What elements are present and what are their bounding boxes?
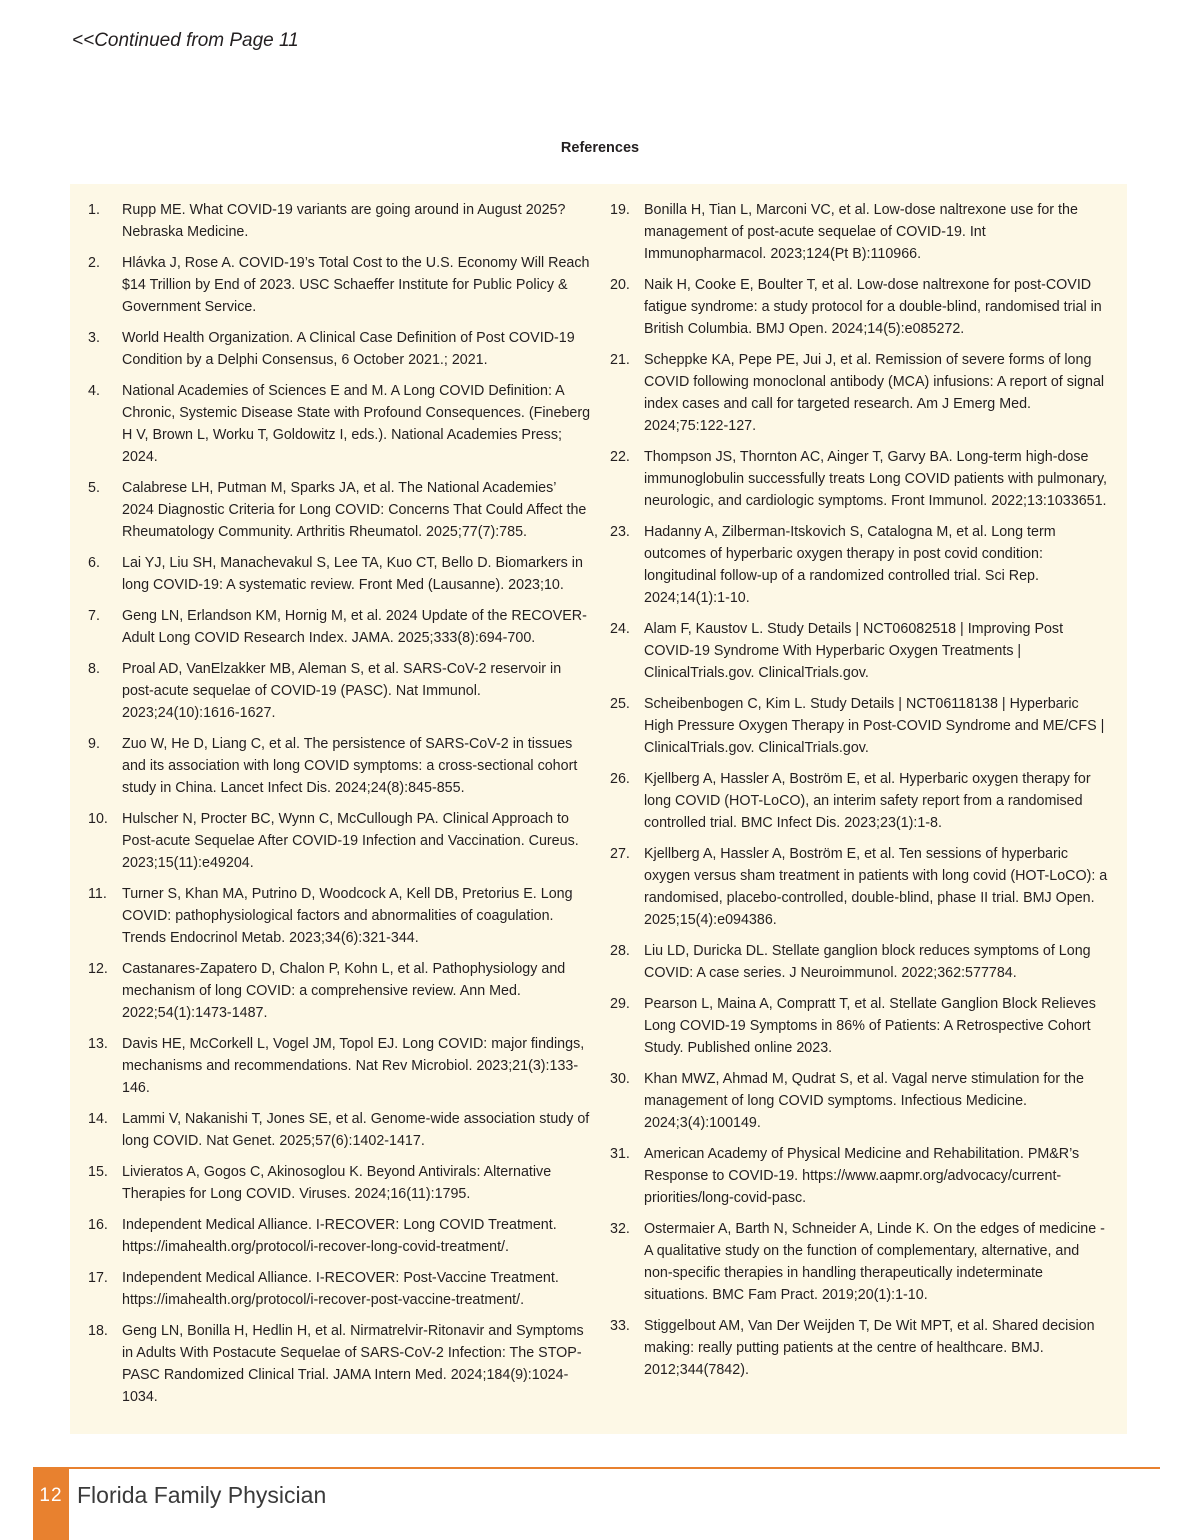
reference-number: 4. (88, 383, 100, 399)
references-left-column (88, 199, 591, 1417)
reference-number: 7. (88, 608, 100, 624)
references-box (70, 184, 1127, 1434)
reference-item (88, 883, 591, 949)
reference-text: Proal AD, VanElzakker MB, Aleman S, et al. SARS-CoV-2 reservoir in post-acute sequelae of COVID-19 (PASC). Nat Immunol. 2023;24(10):1616-1627. (122, 661, 562, 721)
reference-number: 23. (610, 524, 630, 540)
reference-number: 3. (88, 330, 100, 346)
reference-item (88, 1033, 591, 1099)
reference-item (88, 380, 591, 468)
reference-text: Geng LN, Erlandson KM, Hornig M, et al. 2024 Update of the RECOVER-Adult Long COVID Research Index. JAMA. 2025;333(8):694-700. (122, 608, 587, 646)
reference-text: Lammi V, Nakanishi T, Jones SE, et al. Genome-wide association study of long COVID. Nat Genet. 2025;57(6):1402-1417. (122, 1111, 590, 1149)
reference-number: 11. (88, 886, 107, 902)
reference-number: 24. (610, 621, 630, 637)
reference-text: Pearson L, Maina A, Compratt T, et al. Stellate Ganglion Block Relieves Long COVID-19 Symptoms in 86% of Patients: A Retrospective Cohort Study. Published online 2023. (644, 996, 1096, 1056)
reference-text: Castanares-Zapatero D, Chalon P, Kohn L, et al. Pathophysiology and mechanism of long COVID: a comprehensive review. Ann Med. 2022;54(1):1473-1487. (122, 961, 566, 1021)
reference-item (610, 993, 1110, 1059)
reference-item (610, 618, 1110, 684)
reference-text: Rupp ME. What COVID-19 variants are going around in August 2025? Nebraska Medicine. (122, 202, 566, 240)
reference-item (610, 521, 1110, 609)
reference-text: Independent Medical Alliance. I-RECOVER: Post-Vaccine Treatment. https://imahealth.org/protocol/i-recover-post-vaccine-treatment/. (122, 1270, 559, 1308)
reference-number: 16. (88, 1217, 108, 1233)
reference-item (610, 940, 1110, 984)
reference-text: Geng LN, Bonilla H, Hedlin H, et al. Nirmatrelvir-Ritonavir and Symptoms in Adults With Postacute Sequelae of SARS-CoV-2 Infection: The STOP-PASC Randomized Clinical Trial. JAMA Intern Med. 2024;184(9):1024-1034. (122, 1323, 584, 1405)
reference-number: 29. (610, 996, 630, 1012)
reference-item (88, 252, 591, 318)
reference-item (88, 1320, 591, 1408)
reference-text: Kjellberg A, Hassler A, Boström E, et al. Hyperbaric oxygen therapy for long COVID (HOT-LoCO), an interim safety report from a randomised controlled trial. BMC Infect Dis. 2023;23(1):1-8. (644, 771, 1091, 831)
reference-text: American Academy of Physical Medicine and Rehabilitation. PM&R’s Response to COVID-19. https://www.aapmr.org/advocacy/current-priorities/long-covid-pasc. (644, 1146, 1080, 1206)
reference-text: Hlávka J, Rose A. COVID-19’s Total Cost to the U.S. Economy Will Reach $14 Trillion by End of 2023. USC Schaeffer Institute for Public Policy & Government Service. (122, 255, 590, 315)
reference-number: 31. (610, 1146, 630, 1162)
reference-text: Livieratos A, Gogos C, Akinosoglou K. Beyond Antivirals: Alternative Therapies for Long COVID. Viruses. 2024;16(11):1795. (122, 1164, 552, 1202)
reference-number: 26. (610, 771, 630, 787)
reference-text: Alam F, Kaustov L. Study Details | NCT06082518 | Improving Post COVID-19 Syndrome With Hyperbaric Oxygen Treatments | ClinicalTrials.gov. ClinicalTrials.gov. (644, 621, 1064, 681)
reference-item (610, 199, 1110, 265)
footer-rule (33, 1467, 1160, 1469)
reference-text: Zuo W, He D, Liang C, et al. The persistence of SARS-CoV-2 in tissues and its association with long COVID symptoms: a cross-sectional cohort study in China. Lancet Infect Dis. 2024;24(8):845-855. (122, 736, 578, 796)
reference-text: Independent Medical Alliance. I-RECOVER: Long COVID Treatment. https://imahealth.org/protocol/i-recover-long-covid-treatment/. (122, 1217, 557, 1255)
reference-text: Hulscher N, Procter BC, Wynn C, McCullough PA. Clinical Approach to Post-acute Sequelae After COVID-19 Infection and Vaccination. Cureus. 2023;15(11):e49204. (122, 811, 579, 871)
reference-item (88, 958, 591, 1024)
reference-number: 33. (610, 1318, 630, 1334)
reference-text: Davis HE, McCorkell L, Vogel JM, Topol EJ. Long COVID: major findings, mechanisms and recommendations. Nat Rev Microbiol. 2023;21(3):133-146. (122, 1036, 585, 1096)
reference-number: 14. (88, 1111, 108, 1127)
reference-item (610, 768, 1110, 834)
continued-note: <<Continued from Page 11 (72, 30, 299, 51)
reference-item (610, 1143, 1110, 1209)
reference-item (88, 1108, 591, 1152)
reference-text: National Academies of Sciences E and M. A Long COVID Definition: A Chronic, Systemic Disease State with Profound Consequences. (Fineberg H V, Brown L, Worku T, Goldowitz I, eds.). National Academies Press; 2024. (122, 383, 591, 465)
reference-number: 18. (88, 1323, 108, 1339)
reference-number: 15. (88, 1164, 108, 1180)
reference-item (610, 693, 1110, 759)
reference-item (88, 605, 591, 649)
reference-text: Turner S, Khan MA, Putrino D, Woodcock A, Kell DB, Pretorius E. Long COVID: pathophysiological factors and abnormalities of coagulation. Trends Endocrinol Metab. 2023;34(6):321-344. (122, 886, 573, 946)
journal-name: Florida Family Physician (77, 1482, 327, 1508)
reference-number: 25. (610, 696, 630, 712)
reference-item (610, 1315, 1110, 1381)
reference-number: 32. (610, 1221, 630, 1237)
reference-item (88, 658, 591, 724)
reference-item (610, 446, 1110, 512)
reference-number: 28. (610, 943, 630, 959)
reference-text: World Health Organization. A Clinical Case Definition of Post COVID-19 Condition by a Delphi Consensus, 6 October 2021.; 2021. (122, 330, 575, 368)
reference-item (88, 1267, 591, 1311)
reference-number: 9. (88, 736, 100, 752)
reference-text: Scheibenbogen C, Kim L. Study Details | NCT06118138 | Hyperbaric High Pressure Oxygen Therapy in Post-COVID Syndrome and ME/CFS | ClinicalTrials.gov. ClinicalTrials.gov. (644, 696, 1105, 756)
reference-item (88, 733, 591, 799)
references-right-column (610, 199, 1110, 1390)
reference-text: Hadanny A, Zilberman-Itskovich S, Catalogna M, et al. Long term outcomes of hyperbaric oxygen therapy in post covid condition: longitudinal follow-up of a randomized controlled trial. Sci Rep. 2024;14(1):1-10. (644, 524, 1056, 606)
reference-item (88, 477, 591, 543)
reference-item (88, 808, 591, 874)
reference-text: Naik H, Cooke E, Boulter T, et al. Low-dose naltrexone for post-COVID fatigue syndrome: a study protocol for a double-blind, randomised trial in British Columbia. BMJ Open. 2024;14(5):e085272. (644, 277, 1102, 337)
reference-text: Scheppke KA, Pepe PE, Jui J, et al. Remission of severe forms of long COVID following monoclonal antibody (MCA) infusions: A report of signal index cases and call for targeted research. Am J Emerg Med. 2024;75:122-127. (644, 352, 1105, 434)
reference-number: 21. (610, 352, 630, 368)
reference-item (88, 1214, 591, 1258)
reference-text: Calabrese LH, Putman M, Sparks JA, et al. The National Academies’ 2024 Diagnostic Criteria for Long COVID: Concerns That Could Affect the Rheumatology Community. Arthritis Rheumatol. 2025;77(7):785. (122, 480, 587, 540)
reference-item (610, 1068, 1110, 1134)
reference-number: 19. (610, 202, 630, 218)
reference-number: 22. (610, 449, 630, 465)
reference-number: 27. (610, 846, 630, 862)
reference-item (610, 349, 1110, 437)
reference-text: Khan MWZ, Ahmad M, Qudrat S, et al. Vagal nerve stimulation for the management of long COVID symptoms. Infectious Medicine. 2024;3(4):100149. (644, 1071, 1084, 1131)
reference-item (610, 1218, 1110, 1306)
reference-item (88, 327, 591, 371)
reference-text: Thompson JS, Thornton AC, Ainger T, Garvy BA. Long-term high-dose immunoglobulin successfully treats Long COVID patients with pulmonary, neurologic, and cardiologic symptoms. Front Immunol. 2022;13:1033651. (644, 449, 1108, 509)
reference-number: 2. (88, 255, 100, 271)
reference-text: Ostermaier A, Barth N, Schneider A, Linde K. On the edges of medicine - A qualitative study on the function of complementary, alternative, and non-specific therapies in handling therapeutically indeterminate situations. BMC Fam Pract. 2019;20(1):1-10. (644, 1221, 1105, 1303)
references-heading: References (560, 140, 640, 156)
reference-number: 5. (88, 480, 100, 496)
reference-number: 10. (88, 811, 108, 827)
reference-item (88, 199, 591, 243)
reference-text: Kjellberg A, Hassler A, Boström E, et al. Ten sessions of hyperbaric oxygen versus sham treatment in patients with long covid (HOT-LoCO): a randomised, placebo-controlled, double-blind, phase II trial. BMJ Open. 2025;15(4):e094386. (644, 846, 1108, 928)
reference-number: 1. (88, 202, 100, 218)
reference-number: 8. (88, 661, 100, 677)
reference-number: 12. (88, 961, 108, 977)
page-number: 12 (33, 1469, 69, 1540)
reference-number: 30. (610, 1071, 630, 1087)
reference-item (610, 843, 1110, 931)
reference-text: Stiggelbout AM, Van Der Weijden T, De Wit MPT, et al. Shared decision making: really putting patients at the centre of healthcare. BMJ. 2012;344(7842). (644, 1318, 1095, 1378)
reference-number: 6. (88, 555, 100, 571)
reference-item (610, 274, 1110, 340)
reference-number: 17. (88, 1270, 108, 1286)
reference-item (88, 1161, 591, 1205)
reference-text: Liu LD, Duricka DL. Stellate ganglion block reduces symptoms of Long COVID: A case series. J Neuroimmunol. 2022;362:577784. (644, 943, 1091, 981)
reference-text: Lai YJ, Liu SH, Manachevakul S, Lee TA, Kuo CT, Bello D. Biomarkers in long COVID-19: A systematic review. Front Med (Lausanne). 2023;10. (122, 555, 583, 593)
reference-text: Bonilla H, Tian L, Marconi VC, et al. Low-dose naltrexone use for the management of post-acute sequelae of COVID-19. Int Immunopharmacol. 2023;124(Pt B):110966. (644, 202, 1078, 262)
reference-item (88, 552, 591, 596)
reference-number: 13. (88, 1036, 108, 1052)
reference-number: 20. (610, 277, 630, 293)
